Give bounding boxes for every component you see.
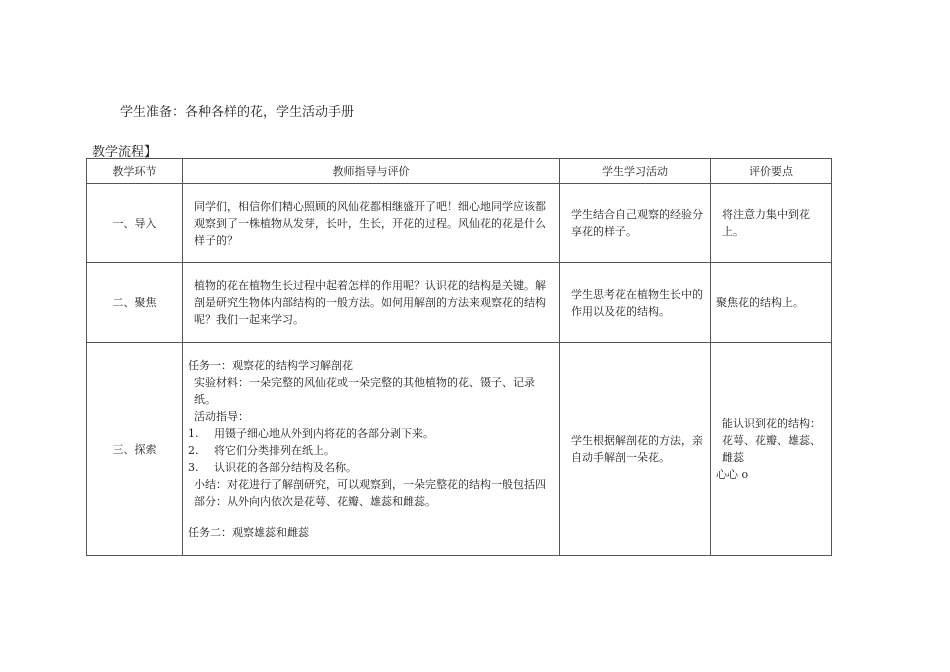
teacher-text: 同学们，相信你们精心照顾的风仙花都相继盛开了吧！细心地同学应该都观察到了一株植物从发芽，长叶，生长，开花的过程。风仙花的花是什么样子的？ <box>194 199 546 247</box>
teacher-cell <box>183 184 560 263</box>
header-student-activity: 学生学习活动 <box>560 159 711 184</box>
student-cell <box>560 343 711 556</box>
student-cell <box>560 184 711 263</box>
teacher-cell <box>183 343 560 556</box>
summary-text: 小结：对花进行了解剖研究，可以观察到，一朵完整花的结构一般包括四部分：从外向内依次是花萼、花瓣、雄蕊和雌蕊。 <box>194 478 546 508</box>
student-preparation: 学生准备：各种各样的花，学生活动手册 <box>120 105 355 120</box>
student-cell <box>560 263 711 343</box>
task-one-title: 任务一：观察花的结构学习解剖花 <box>188 359 353 372</box>
stage-cell: 二、聚焦 <box>87 263 183 343</box>
student-text: 学生思考花在植物生长中的作用以及花的结构。 <box>571 287 703 318</box>
stage-cell: 一、导入 <box>87 184 183 263</box>
step-item: 1. 用镊子细心地从外到内将花的各部分剥下来。 <box>188 427 434 440</box>
teacher-cell <box>183 263 560 343</box>
step-item: 3. 认识花的各部分结构及名称。 <box>188 461 357 474</box>
teaching-flow-title: 教学流程】 <box>92 145 158 160</box>
task-two-title: 任务二：观察雄蕊和雌蕊 <box>188 526 309 539</box>
header-stage: 教学环节 <box>87 159 183 184</box>
eval-text: 能认识到花的结构：花萼、花瓣、雄蕊、雌蕊 <box>722 417 821 464</box>
table-row <box>87 263 832 343</box>
stage-cell: 三、探索 <box>87 343 183 556</box>
guide-title: 活动指导： <box>194 410 249 423</box>
eval-text-tail: 心心 o <box>716 468 749 481</box>
teacher-text: 植物的花在植物生长过程中起着怎样的作用呢？认识花的结构是关键。解剖是研究生物体内部结构的一般方法。如何用解剖的方法来观察花的结构呢？我们一起来学习。 <box>194 279 546 326</box>
step-item: 2. 将它们分类排列在纸上。 <box>188 444 335 457</box>
header-teacher-guidance: 教师指导与评价 <box>183 159 560 184</box>
table-row <box>87 343 832 556</box>
eval-cell <box>711 343 832 556</box>
table-header-row <box>87 159 832 184</box>
table-row <box>87 184 832 263</box>
eval-text: 聚焦花的结构上。 <box>716 296 804 309</box>
header-evaluation-points: 评价要点 <box>711 159 832 184</box>
eval-text: 将注意力集中到花上。 <box>722 208 810 238</box>
student-text: 学生结合自己观察的经验分享花的样子。 <box>571 208 703 238</box>
eval-cell <box>711 263 832 343</box>
materials-text: 实验材料：一朵完整的风仙花或一朵完整的其他植物的花、镊子、记录纸。 <box>194 376 535 406</box>
eval-cell <box>711 184 832 263</box>
student-text: 学生根据解剖花的方法，亲自动手解剖一朵花。 <box>571 434 703 464</box>
teaching-flow-table <box>86 158 832 556</box>
